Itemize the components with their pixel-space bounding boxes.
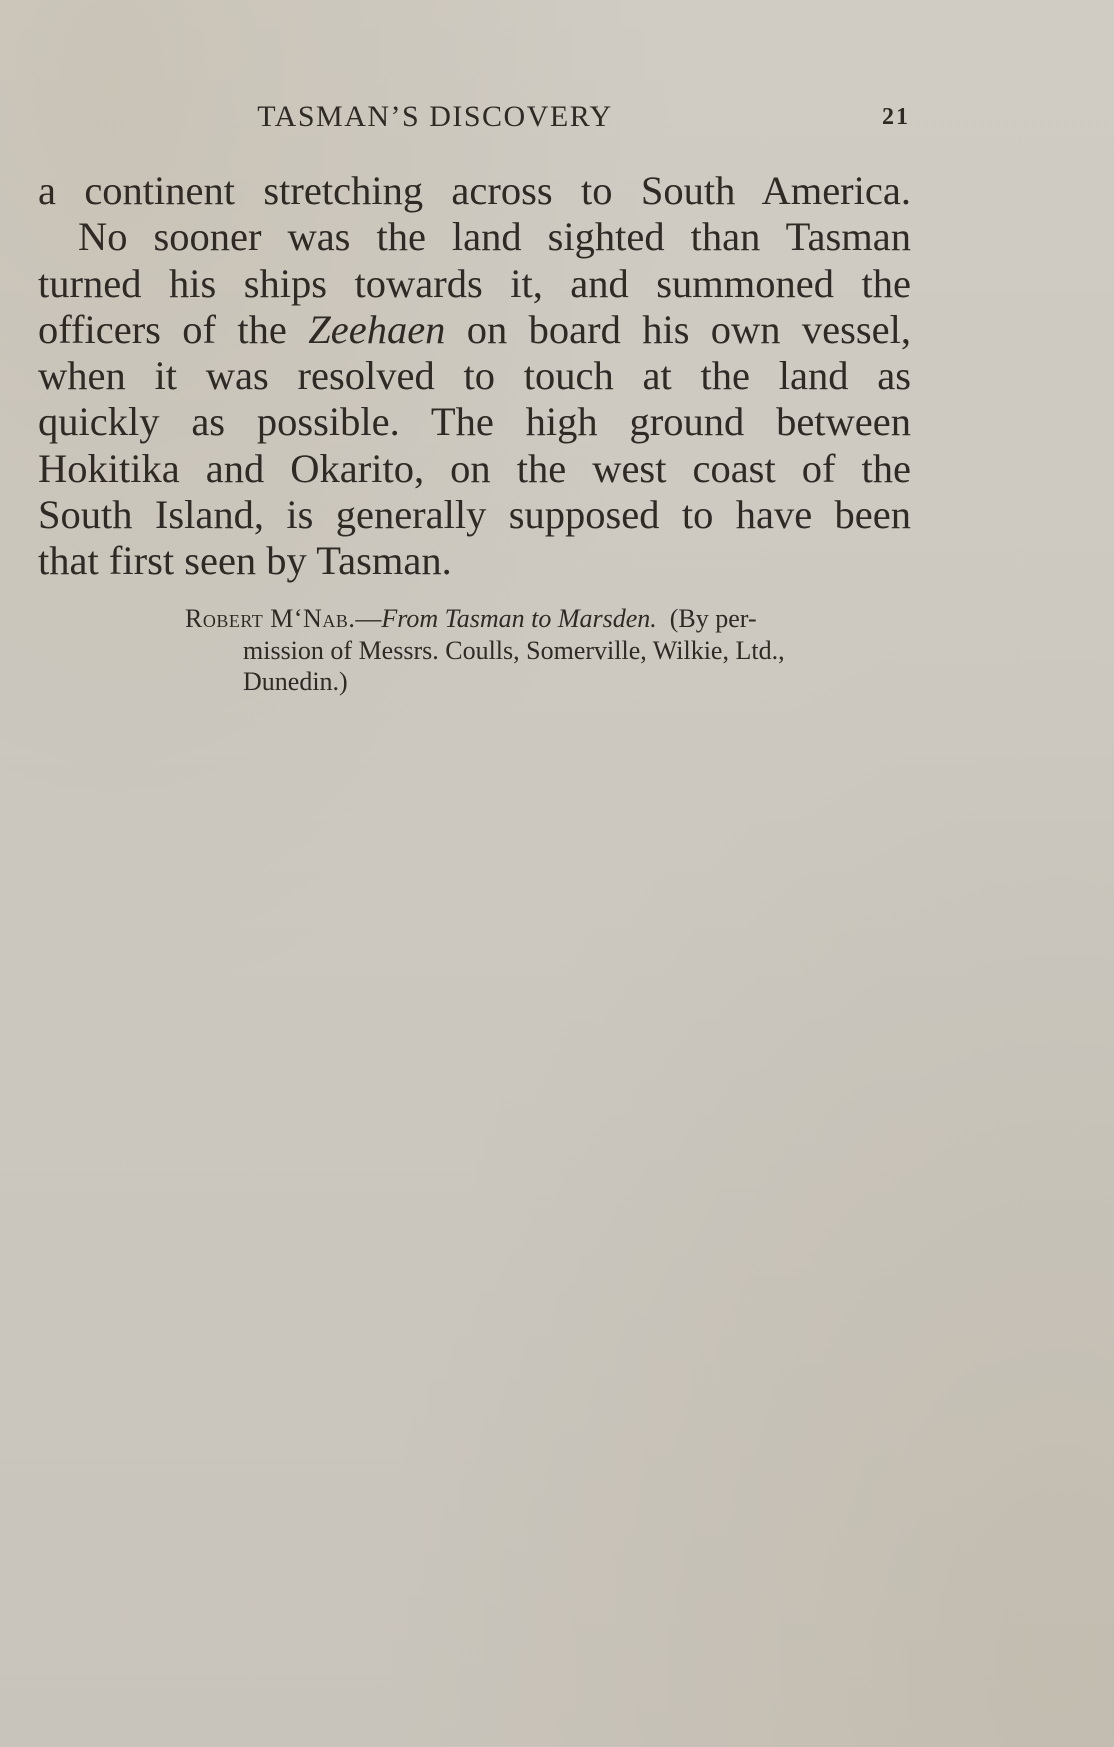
running-title: TASMAN’S DISCOVERY (257, 100, 613, 133)
attribution-dash: — (355, 604, 382, 633)
text-segment: officers of the (38, 306, 287, 352)
author-name: Robert M‘Nab. (185, 604, 356, 633)
text-line: turned his ships towards it, and summoned the (38, 260, 911, 306)
text-line: quickly as possible. The high ground between (38, 399, 911, 445)
page-number: 21 (882, 104, 910, 130)
ship-name: Zeehaen (308, 306, 446, 352)
text-line: Hokitika and Okarito, on the west coast of the (38, 445, 911, 491)
attribution-line: mission of Messrs. Coulls, Somerville, Wilkie, Ltd., (243, 635, 785, 665)
attribution-line (185, 603, 885, 635)
text-line: No sooner was the land sighted than Tasman (78, 214, 911, 260)
attribution-line: Dunedin.) (243, 667, 348, 696)
source-attribution (185, 603, 885, 698)
body-paragraphs (38, 168, 911, 585)
text-line (38, 307, 911, 353)
text-segment: on board his own vessel, (466, 306, 912, 352)
text-line: South Island, is generally supposed to have been (38, 492, 911, 538)
work-title: From Tasman to Marsden. (381, 604, 657, 633)
text-line: that first seen by Tasman. (38, 538, 452, 584)
text-line: when it was resolved to touch at the land as (38, 353, 911, 399)
permission-note: (By per- (669, 604, 757, 633)
page-header (40, 100, 910, 140)
text-line: a continent stretching across to South America. (38, 168, 911, 213)
